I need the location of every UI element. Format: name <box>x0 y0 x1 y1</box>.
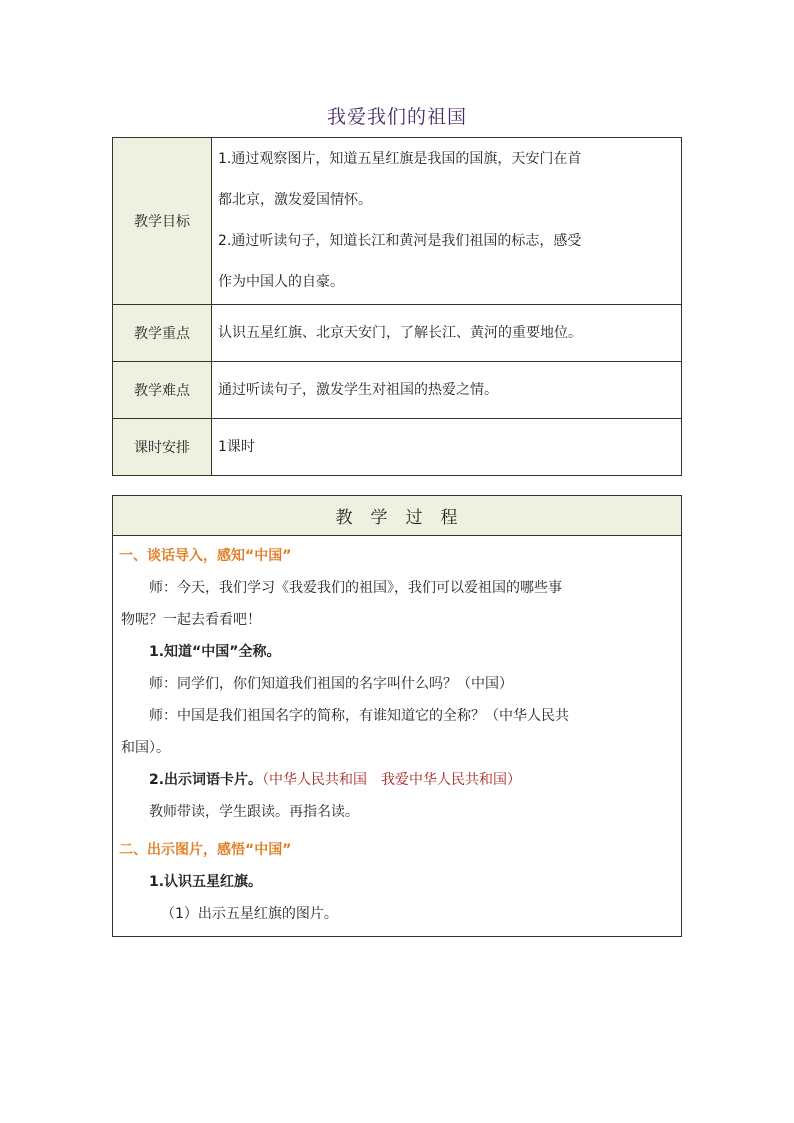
paragraph: 教师带读，学生跟读。再指名读。 <box>149 804 359 820</box>
paragraph: 师：同学们，你们知道我们祖国的名字叫什么吗？（中国） <box>149 676 513 692</box>
difficult-row <box>113 362 682 419</box>
goal-line: 1.通过观察图片，知道五星红旗是我国的国旗，天安门在首 <box>218 151 582 167</box>
goal-row <box>113 138 682 305</box>
word-cards: （中华人民共和国 我爱中华人民共和国） <box>262 772 522 788</box>
step-heading-text: 2.出示词语卡片。 <box>149 772 263 788</box>
goal-line: 作为中国人的自豪。 <box>218 274 344 290</box>
difficult-content: 通过听读句子，激发学生对祖国的热爱之情。 <box>212 362 682 419</box>
paragraph: 师：今天，我们学习《我爱我们的祖国》，我们可以爱祖国的哪些事 <box>149 580 562 596</box>
difficult-label: 教学难点 <box>113 362 212 419</box>
goal-line: 2.通过听读句子，知道长江和黄河是我们祖国的标志，感受 <box>218 233 582 249</box>
lesson-info-table <box>112 137 682 476</box>
goal-label: 教学目标 <box>113 138 212 305</box>
teaching-process-table <box>112 495 682 937</box>
paragraph-continued: 物呢？一起去看看吧！ <box>121 612 261 628</box>
page-title: 我爱我们的祖国 <box>326 106 467 128</box>
step-heading: 1.知道“中国”全称。 <box>149 644 281 660</box>
paragraph-continued: 和国）。 <box>121 740 170 756</box>
key-label: 教学重点 <box>113 305 212 362</box>
section1-title: 一、谈话导入，感知“中国” <box>119 548 292 564</box>
paragraph: 师：中国是我们祖国名字的简称，有谁知道它的全称？（中华人民共 <box>149 708 569 724</box>
process-body <box>113 536 682 937</box>
key-row <box>113 305 682 362</box>
step-heading: 1.认识五星红旗。 <box>149 874 263 890</box>
paragraph: （1）出示五星红旗的图片。 <box>161 906 338 922</box>
step-heading-with-cards <box>121 764 671 796</box>
schedule-label: 课时安排 <box>113 419 212 476</box>
goal-line: 都北京，激发爱国情怀。 <box>218 192 372 208</box>
section2-title: 二、出示图片，感悟“中国” <box>119 842 292 858</box>
key-content: 认识五星红旗、北京天安门，了解长江、黄河的重要地位。 <box>212 305 682 362</box>
schedule-row <box>113 419 682 476</box>
goal-content <box>212 138 682 305</box>
process-header: 教学过程 <box>113 496 682 536</box>
schedule-content: 1课时 <box>212 419 682 476</box>
